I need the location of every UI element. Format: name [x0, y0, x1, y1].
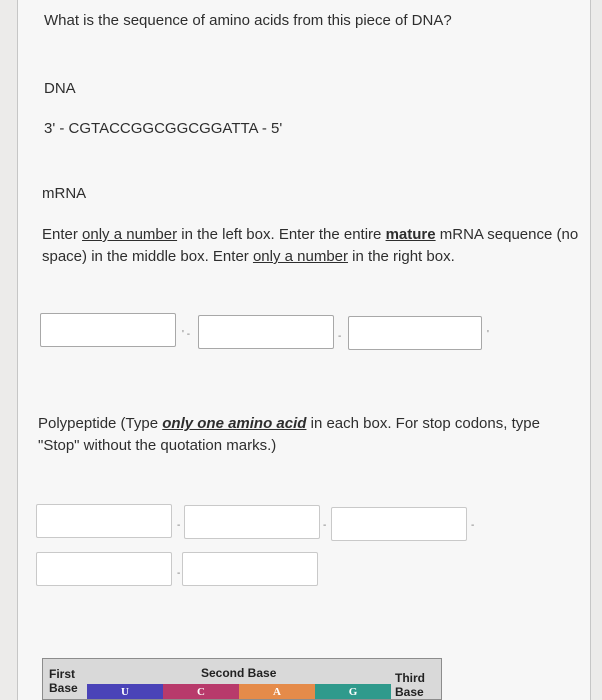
codon-table-second-base-u: U — [87, 684, 163, 700]
emphasis-only-a-number-left: only a number — [82, 226, 178, 243]
amino-acid-input-3[interactable] — [331, 507, 467, 541]
question-text: What is the sequence of amino acids from this piece of DNA? — [44, 12, 452, 29]
mrna-instructions: Enter only a number in the left box. Enter the entire mature mRNA sequence (no space) in the middle box. Enter only a number in the right box. — [42, 226, 579, 265]
separator-dash: - — [323, 520, 327, 531]
separator-dash: - — [338, 331, 342, 342]
emphasis-mature: mature — [385, 226, 436, 243]
codon-table-second-base-c: C — [163, 684, 239, 700]
codon-table-third-base-header: Third Base — [395, 671, 425, 699]
codon-table-second-base-g: G — [315, 684, 391, 700]
mrna-label: mRNA — [42, 185, 87, 202]
separator-prime-dash: ' - — [182, 329, 191, 340]
codon-table-second-base-a: A — [239, 684, 315, 700]
separator-dash: - — [471, 520, 475, 531]
separator-dash: - — [177, 520, 181, 531]
codon-table-first-base-header: First Base — [49, 667, 78, 695]
mrna-sequence-input[interactable] — [198, 315, 334, 349]
codon-table — [42, 658, 442, 700]
separator-dash: - — [177, 568, 181, 579]
dna-label: DNA — [44, 80, 76, 97]
polypeptide-instructions: Polypeptide (Type only one amino acid in each box. For stop codons, type "Stop" without the quotation marks.) — [38, 415, 540, 454]
emphasis-only-one-amino-acid: only one amino acid — [162, 415, 307, 432]
separator-prime: ' — [487, 329, 489, 340]
question-panel — [17, 0, 591, 700]
codon-table-second-base-header: Second Base — [201, 666, 277, 680]
amino-acid-input-1[interactable] — [36, 504, 172, 538]
dna-sequence: 3' - CGTACCGGCGGCGGATTA - 5' — [44, 120, 283, 137]
emphasis-only-a-number-right: only a number — [252, 248, 349, 265]
amino-acid-input-4[interactable] — [36, 552, 172, 586]
amino-acid-input-5[interactable] — [182, 552, 318, 586]
mrna-right-number-input[interactable] — [348, 316, 482, 350]
amino-acid-input-2[interactable] — [184, 505, 320, 539]
mrna-left-number-input[interactable] — [40, 313, 176, 347]
